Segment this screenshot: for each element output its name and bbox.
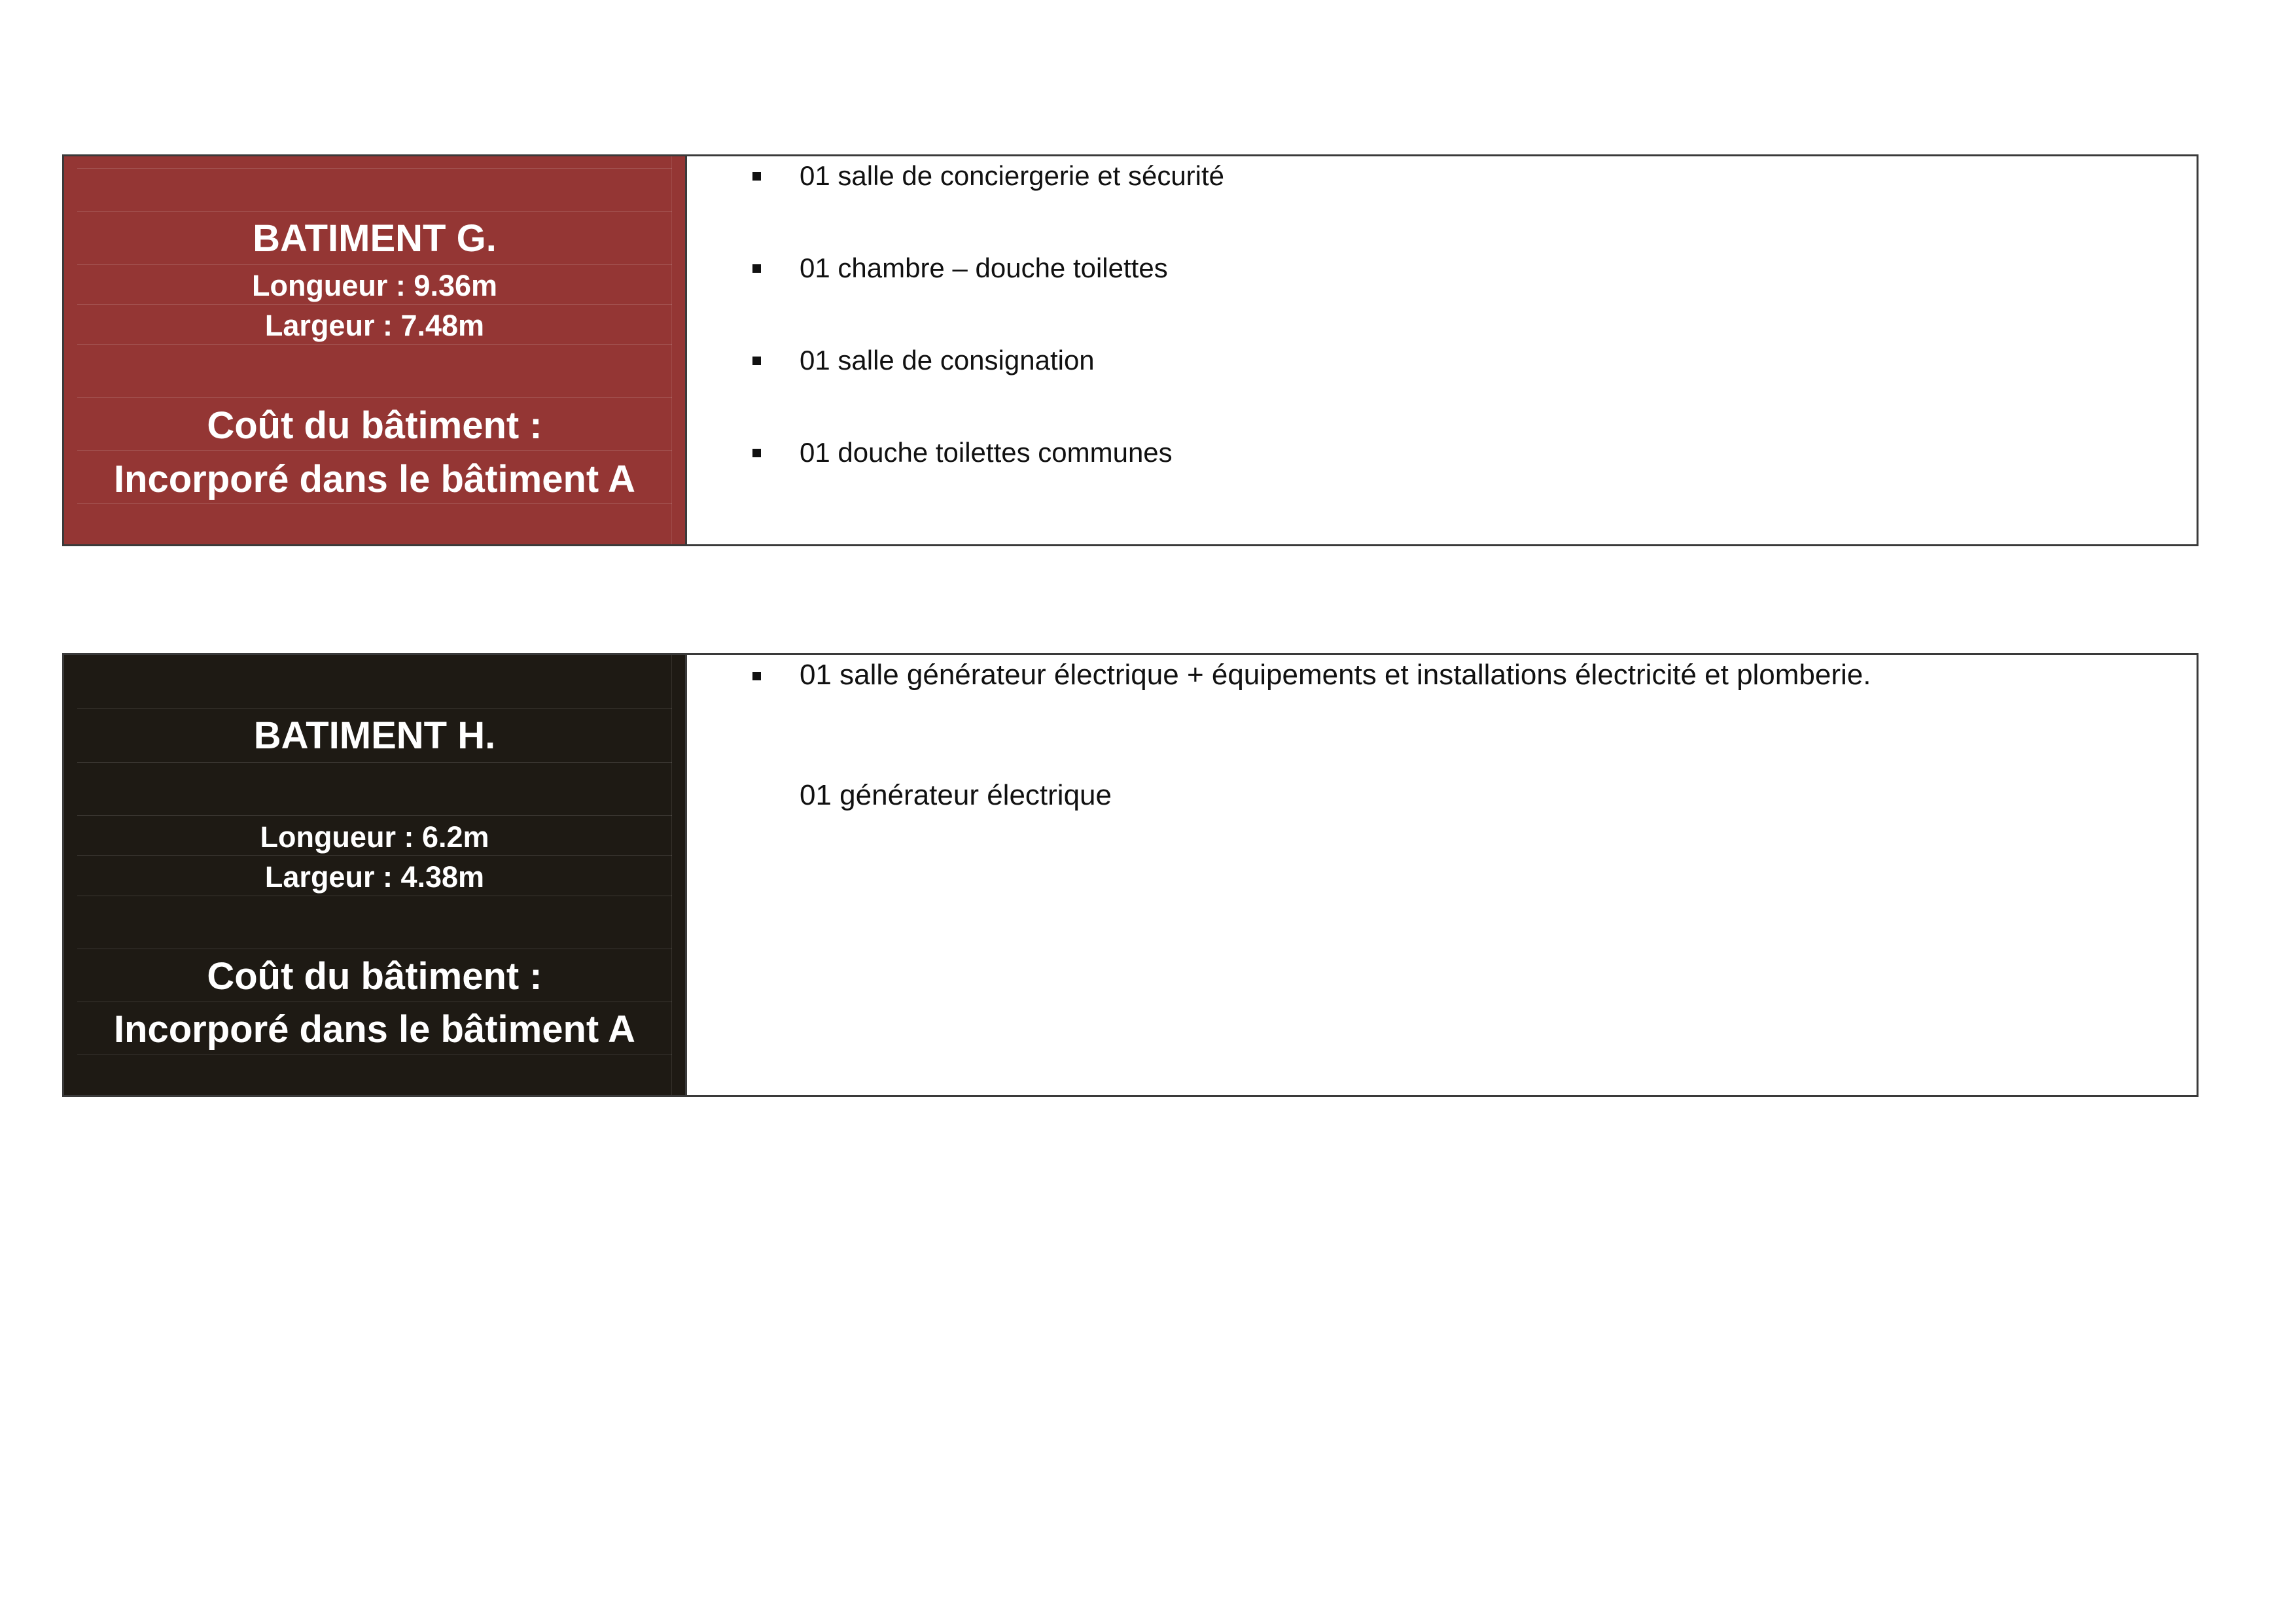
building-g-summary-cell — [64, 156, 687, 544]
building-g-cost-label: Coût du bâtiment : — [207, 404, 542, 447]
building-g-room-2: 01 chambre – douche toilettes — [800, 253, 1168, 283]
building-g-room-1: 01 salle de conciergerie et sécurité — [800, 160, 1225, 191]
building-h-cost-label: Coût du bâtiment : — [207, 955, 542, 998]
bullet-icon — [752, 357, 761, 365]
building-h-length: Longueur : 6.2m — [260, 820, 489, 854]
building-h-rooms-cell — [687, 655, 2197, 1095]
bullet-icon — [752, 264, 761, 273]
building-h-cost-value: Incorporé dans le bâtiment A — [113, 1008, 636, 1051]
building-h-summary-cell — [64, 655, 687, 1095]
building-h-width: Largeur : 4.38m — [264, 860, 485, 894]
building-g-table — [62, 154, 2199, 546]
building-h-room-1: 01 salle générateur électrique + équipements et installations électricité et plomberie. — [800, 659, 1871, 691]
building-h-room-2: 01 générateur électrique — [800, 779, 1112, 811]
bullet-icon — [752, 449, 761, 457]
building-g-rooms-cell — [687, 156, 2197, 544]
building-g-room-4: 01 douche toilettes communes — [800, 437, 1173, 468]
bullet-icon — [752, 672, 761, 680]
building-g-title: BATIMENT G. — [253, 217, 497, 260]
building-g-width: Largeur : 7.48m — [264, 309, 485, 342]
bullet-icon — [752, 172, 761, 181]
building-h-table — [62, 653, 2199, 1097]
building-g-length: Longueur : 9.36m — [251, 269, 498, 302]
building-h-title: BATIMENT H. — [253, 714, 496, 757]
building-g-room-3: 01 salle de consignation — [800, 345, 1095, 375]
building-g-cost-value: Incorporé dans le bâtiment A — [113, 458, 636, 500]
